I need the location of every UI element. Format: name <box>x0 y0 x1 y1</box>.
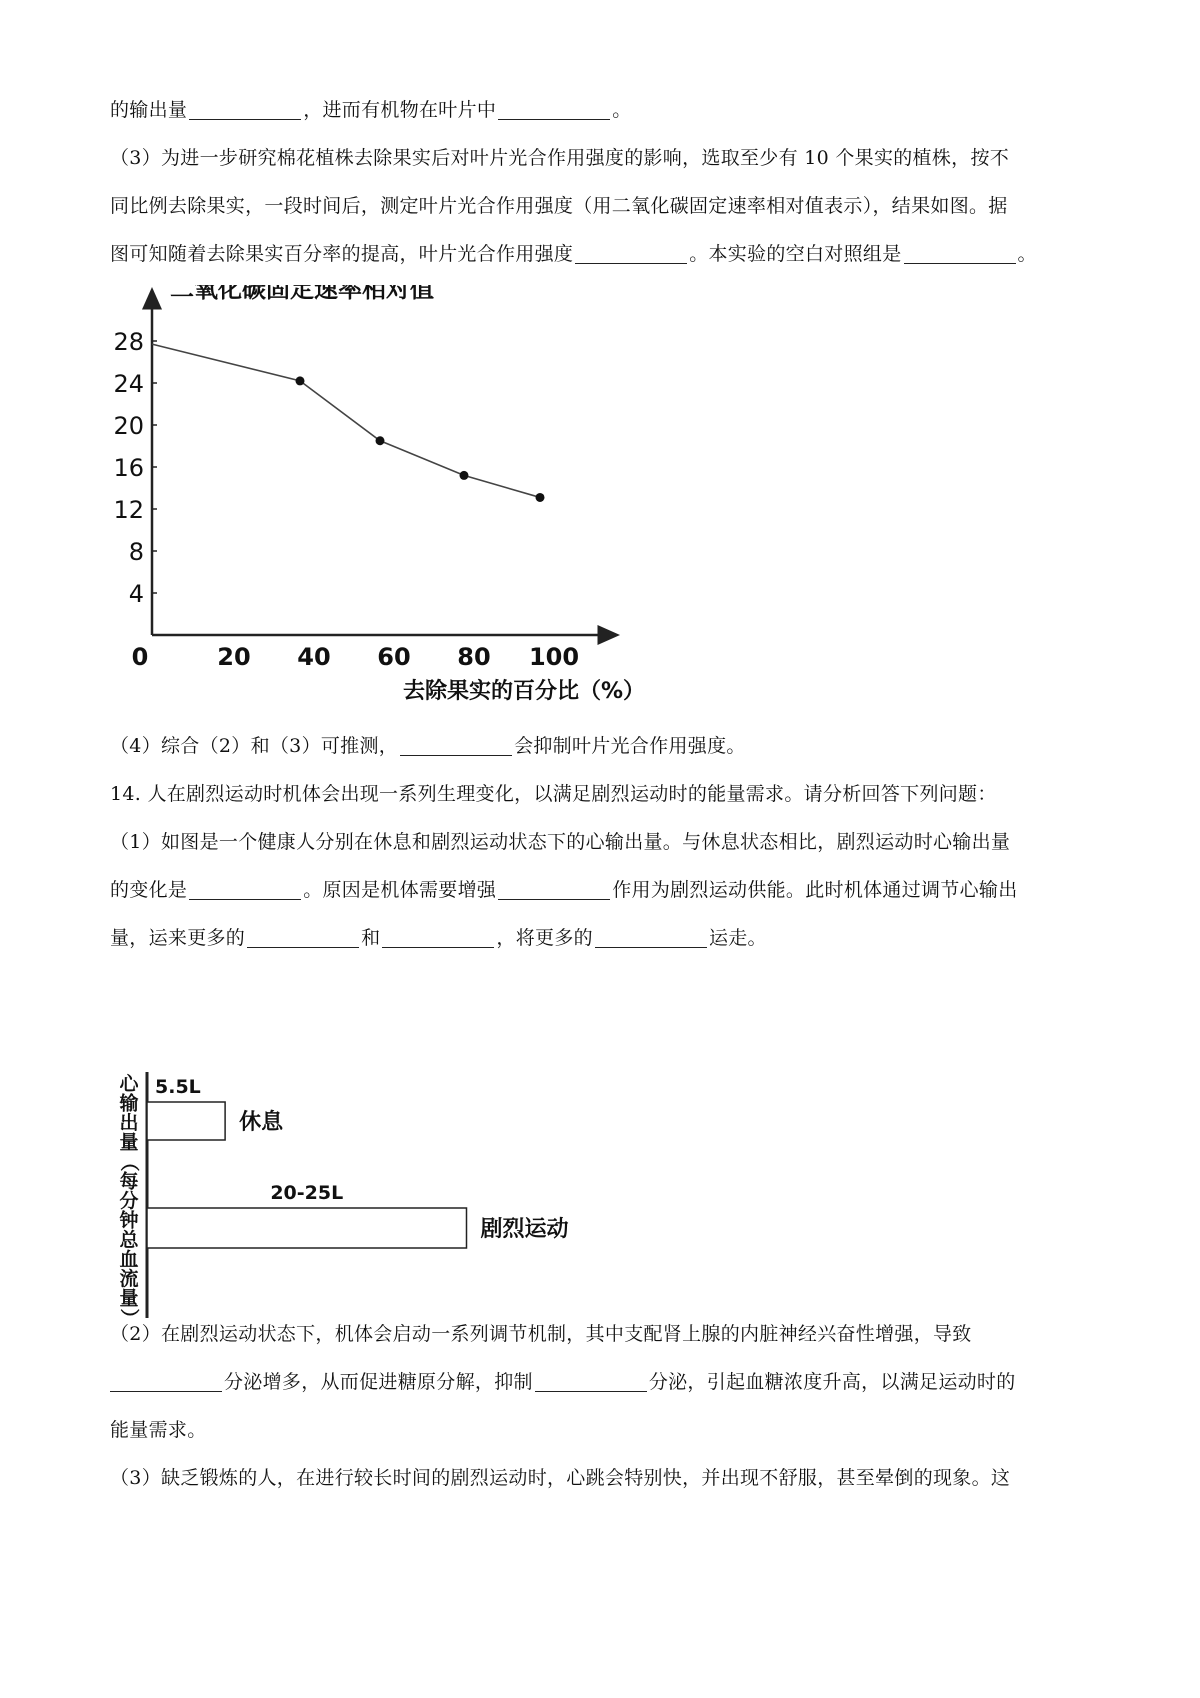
answer-blank[interactable] <box>595 925 707 948</box>
chart-title: 二氧化碳固定速率相对值 <box>170 285 434 303</box>
answer-blank[interactable] <box>498 877 610 900</box>
paragraph-line <box>110 914 1100 962</box>
text-run: 的输出量 <box>110 99 188 121</box>
question-14-stem: 14. 人在剧烈运动时机体会出现一系列生理变化，以满足剧烈运动时的能量需求。请分析回答下列问题： <box>110 783 997 805</box>
bar <box>147 1208 467 1248</box>
text-run: 。 <box>612 99 632 121</box>
answer-blank[interactable] <box>110 1369 222 1392</box>
bar-category-label: 剧烈运动 <box>480 1217 569 1242</box>
answer-blank[interactable] <box>498 97 610 120</box>
y-label-char: 分 <box>119 1190 139 1212</box>
text-run: 。 <box>1017 243 1037 265</box>
bar-value-label: 5.5L <box>155 1076 201 1098</box>
x-tick-label: 80 <box>457 643 491 671</box>
x-tick-label: 60 <box>377 643 411 671</box>
x-tick-label: 100 <box>528 643 580 671</box>
paragraph-line: 同比例去除果实，一段时间后，测定叶片光合作用强度（用二氧化碳固定速率相对值表示），结果如图。据 <box>110 195 1008 217</box>
y-tick-label: 20 <box>115 412 144 440</box>
paragraph-line: 能量需求。 <box>110 1419 207 1441</box>
paragraph-line <box>110 86 1100 134</box>
y-label-char: 输 <box>119 1092 139 1115</box>
y-label-char: 心 <box>119 1073 139 1095</box>
answer-blank[interactable] <box>904 241 1016 264</box>
text-run: 分泌增多，从而促进糖原分解，抑制 <box>224 1371 533 1393</box>
answer-blank[interactable] <box>247 925 359 948</box>
paragraph-line: （1）如图是一个健康人分别在休息和剧烈运动状态下的心输出量。与休息状态相比，剧烈运动时心输出量 <box>110 831 1011 853</box>
bar <box>147 1102 225 1140</box>
text-run: 和 <box>361 927 381 949</box>
x-tick-label: 20 <box>217 643 251 671</box>
text-run: 分泌，引起血糖浓度升高，以满足运动时的 <box>648 1371 1016 1393</box>
data-point <box>376 436 385 445</box>
answer-blank[interactable] <box>382 925 494 948</box>
y-tick-label: 24 <box>115 370 144 398</box>
text-run: ，将更多的 <box>496 927 593 949</box>
data-point <box>536 493 545 502</box>
y-axis-label <box>118 1073 141 1328</box>
text-run: 图可知随着去除果实百分率的提高，叶片光合作用强度 <box>110 243 574 265</box>
answer-blank[interactable] <box>535 1369 647 1392</box>
y-tick-label: 16 <box>115 454 144 482</box>
paragraph-line <box>110 230 1100 278</box>
data-point <box>460 471 469 480</box>
y-label-char: 量 <box>119 1287 139 1310</box>
y-tick-label: 28 <box>115 328 144 356</box>
text-run: ，进而有机物在叶片中 <box>303 99 497 121</box>
y-label-char: ） <box>118 1308 140 1328</box>
y-label-char: （ <box>118 1152 140 1172</box>
y-label-char: 出 <box>119 1112 139 1134</box>
bar-category-label: 休息 <box>239 1110 284 1135</box>
cardiac-output-chart <box>115 1050 675 1330</box>
paragraph-line: （2）在剧烈运动状态下，机体会启动一系列调节机制，其中支配肾上腺的内脏神经兴奋性增强，导致 <box>110 1323 972 1345</box>
paragraph-line: （3）为进一步研究棉花植株去除果实后对叶片光合作用强度的影响，选取至少有 10 个果实的植株，按不 <box>110 147 1010 169</box>
answer-blank[interactable] <box>575 241 687 264</box>
paragraph-line <box>110 1358 1100 1406</box>
y-tick-label: 12 <box>115 496 144 524</box>
x-tick-label: 0 <box>131 643 149 671</box>
co2-fixation-chart <box>115 285 715 775</box>
y-tick-label: 4 <box>128 580 144 608</box>
text-run: 量，运来更多的 <box>110 927 246 949</box>
line-chart-svg <box>115 285 715 775</box>
answer-blank[interactable] <box>189 877 301 900</box>
paragraph-line <box>110 866 1100 914</box>
text-run: 会抑制叶片光合作用强度。 <box>514 735 746 757</box>
paragraph-line: （3）缺乏锻炼的人，在进行较长时间的剧烈运动时，心跳会特别快，并出现不舒服，甚至晕倒的现象。这 <box>110 1467 1011 1489</box>
paragraph-line <box>110 722 1100 770</box>
answer-blank[interactable] <box>189 97 301 120</box>
text-run: 。原因是机体需要增强 <box>303 879 497 901</box>
y-label-char: 量 <box>119 1131 139 1154</box>
text-run: 作用为剧烈运动供能。此时机体通过调节心输出 <box>612 879 1018 901</box>
series-line <box>152 344 540 497</box>
x-axis-label: 去除果实的百分比（%） <box>403 679 646 704</box>
y-label-char: 总 <box>119 1229 139 1251</box>
y-label-char: 每 <box>119 1170 139 1193</box>
x-tick-label: 40 <box>297 643 331 671</box>
y-label-char: 钟 <box>119 1209 139 1232</box>
bar-value-label: 20-25L <box>270 1182 344 1204</box>
data-point <box>296 376 305 385</box>
text-run: 。本实验的空白对照组是 <box>689 243 902 265</box>
y-label-char: 流 <box>119 1268 139 1290</box>
text-run: 运走。 <box>708 927 767 949</box>
y-label-char: 血 <box>119 1248 139 1271</box>
y-tick-label: 8 <box>128 538 144 566</box>
text-run: 的变化是 <box>110 879 188 901</box>
text-run: （4）综合（2）和（3）可推测， <box>110 735 399 757</box>
answer-blank[interactable] <box>400 733 512 756</box>
bar-chart-svg <box>115 1050 675 1330</box>
